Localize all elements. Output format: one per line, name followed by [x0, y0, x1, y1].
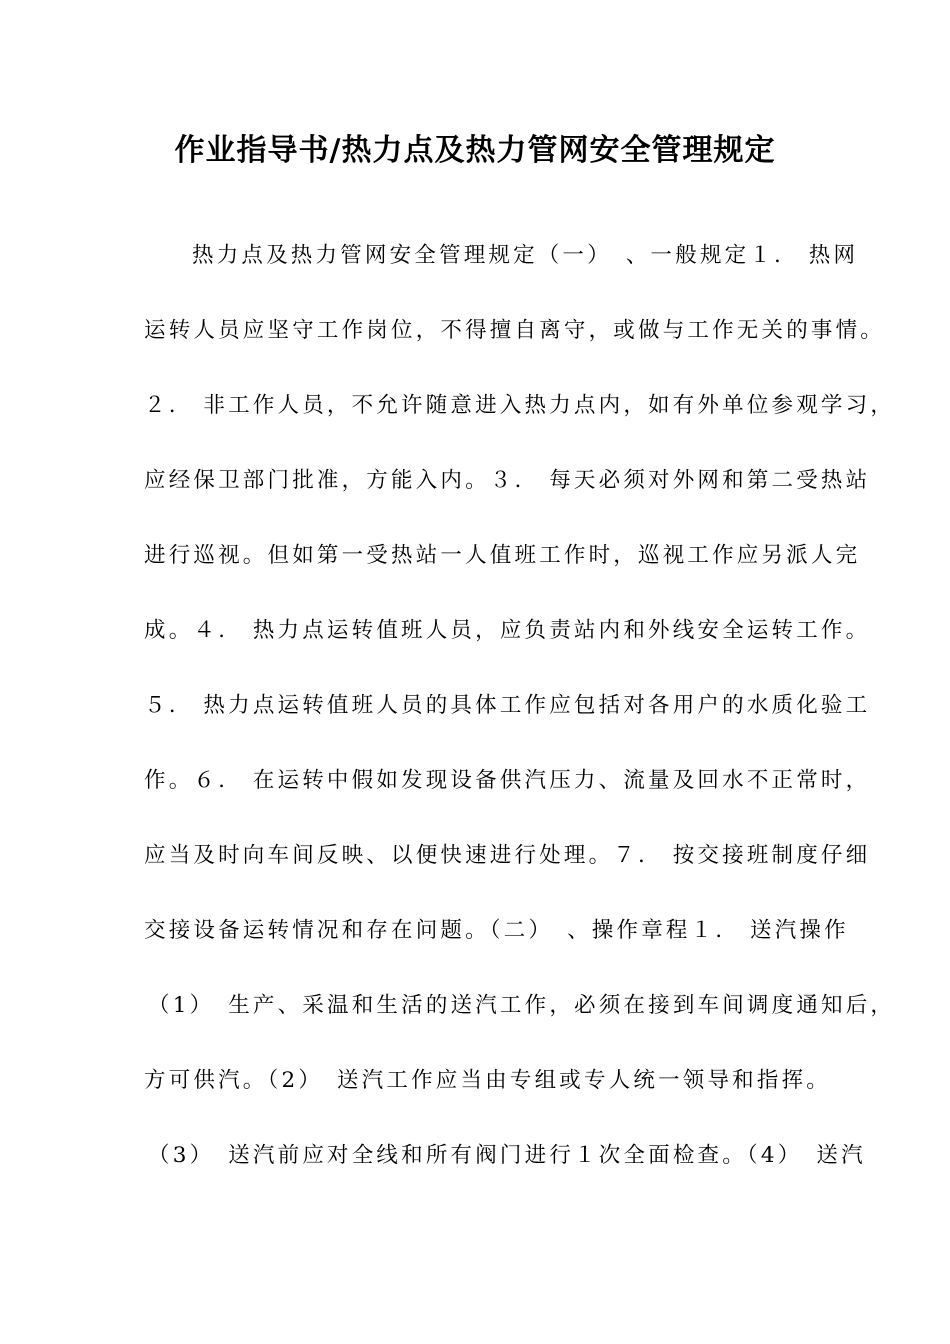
body-line: （3） 送汽前应对全线和所有阀门进行１次全面检查。（4） 送汽 [148, 1143, 866, 1168]
body-line: 进行巡视。但如第一受热站一人值班工作时，巡视工作应另派人完 [144, 543, 861, 568]
body-line: （1） 生产、采温和生活的送汽工作，必须在接到车间调度通知后， [148, 993, 896, 1018]
body-line: 应当及时向车间反映、以便快速进行处理。７. 按交接班制度仔细 [144, 843, 871, 868]
body-line: 热力点及热力管网安全管理规定（一） 、一般规定１. 热网 [192, 243, 859, 268]
body-line: 成。４. 热力点运转值班人员，应负责站内和外线安全运转工作。 [144, 618, 871, 643]
body-line: 方可供汽。（2） 送汽工作应当由专组或专人统一领导和指挥。 [144, 1068, 831, 1093]
body-line: 应经保卫部门批准，方能入内。３. 每天必须对外网和第二受热站 [144, 468, 871, 493]
document-title: 作业指导书/热力点及热力管网安全管理规定 [174, 133, 776, 168]
body-line: ５. 热力点运转值班人员的具体工作应包括对各用户的水质化验工 [144, 693, 871, 718]
body-line: 交接设备运转情况和存在问题。（二） 、操作章程１. 送汽操作 [144, 918, 849, 943]
body-line: 作。６. 在运转中假如发现设备供汽压力、流量及回水不正常时， [144, 768, 871, 793]
body-line: 运转人员应坚守工作岗位，不得擅自离守，或做与工作无关的事情。 [144, 318, 886, 343]
body-line: ２. 非工作人员，不允许随意进入热力点内，如有外单位参观学习， [144, 393, 896, 418]
